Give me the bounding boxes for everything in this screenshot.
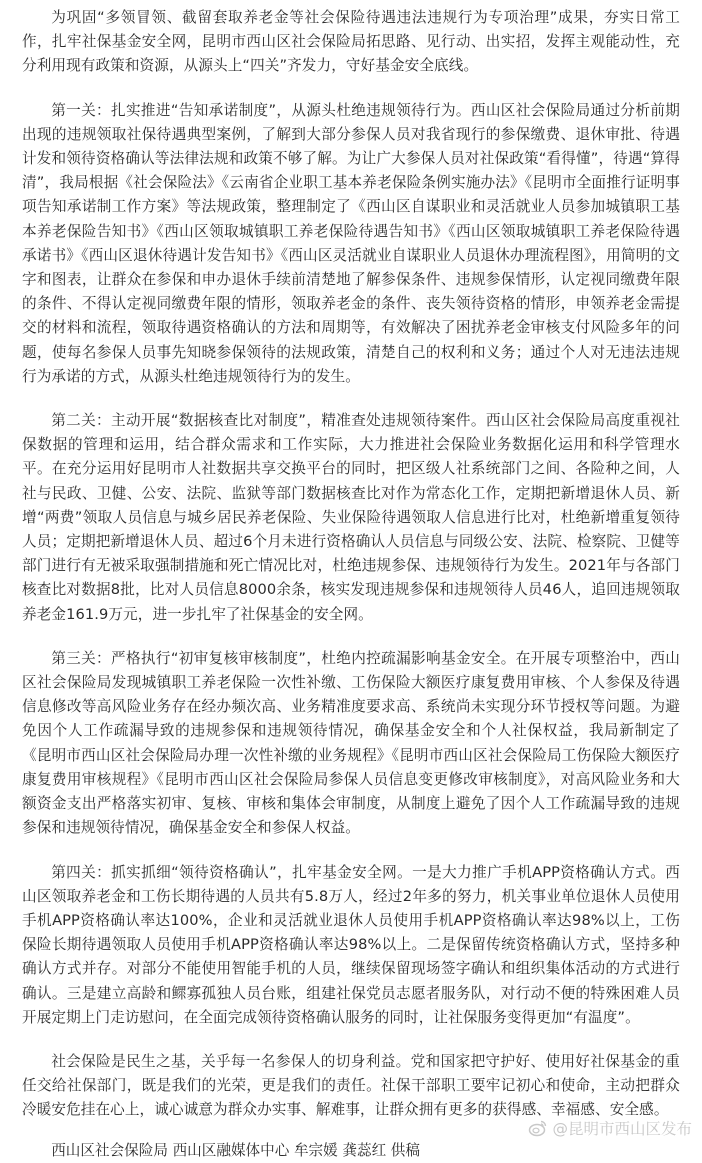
article-paragraph-intro: 为巩固“多领冒领、截留套取养老金等社会保险待遇违法违规行为专项治理”成果，夯实日常工作，扎牢社保基金安全网，昆明市西山区社会保险局拓思路、见行动、出实招，发挥主观能动性，充分利用现有政策和资源，从源头上“四关”齐发力，守好基金安全底线。 bbox=[22, 9, 680, 75]
article-paragraph-third-pass: 第三关：严格执行“初审复核审核制度”，杜绝内控疏漏影响基金安全。在开展专项整治中，西山区社会保险局发现城镇职工养老保险一次性补缴、工伤保险大额医疗康复费用审核、个人参保及待遇信息修改等高风险业务存在经办频次高、业务精准度要求高、系统尚未实现分环节授权等问题。为避免因个人工作疏漏导致的违规参保和违规领待情况，确保基金安全和个人社保权益，我局新制定了《昆明市西山区社会保险局办理一次性补缴的业务规程》《昆明市西山区社会保险局工伤保险大额医疗康复费用审核规程》《昆明市西山区社会保险局参保人员信息变更修改审核制度》，对高风险业务和大额资金支出严格落实初审、复核、审核和集体会审制度，从制度上避免了因个人工作疏漏导致的违规参保和违规领待情况，确保基金安全和参保人权益。 bbox=[22, 649, 680, 837]
article-paragraph-second-pass: 第二关：主动开展“数据核查比对制度”，精准查处违规领待案件。西山区社会保险局高度重视社保数据的管理和运用，结合群众需求和工作实际，大力推进社会保险业务数据化运用和科学管理水平。在充分运用好昆明市人社数据共享交换平台的同时，把区级人社系统部门之间、各险种之间，人社与民政、卫健、公安、法院、监狱等部门数据核查比对作为常态化工作，定期把新增退休人员、新增“两费”领取人员信息与城乡居民养老保险、失业保险待遇领取人信息进行比对，杜绝新增重复领待人员；定期把新增退休人员、超过6个月未进行资格确认人员信息与同级公安、法院、检察院、卫健等部门进行有无被采取强制措施和死亡情况比对，杜绝违规参保、违规领待行为发生。2021年与各部门核查比对数据8批，比对人员信息8000余条，核实发现违规参保和违规领待人员46人，追回违规领取养老金161.9万元，进一步扎牢了社保基金的安全网。 bbox=[22, 412, 680, 623]
watermark-text: @昆明市西山区发布 bbox=[552, 1120, 692, 1138]
watermark bbox=[528, 1117, 692, 1139]
article-paragraph-conclusion: 社会保险是民生之基，关乎每一名参保人的切身利益。党和国家把守护好、使用好社保基金的重任交给社保部门，既是我们的光荣，更是我们的责任。社保干部职工要牢记初心和使命，主动把群众冷暖安危挂在心上，诚心诚意为群众办实事、解难事，让群众拥有更多的获得感、幸福感、安全感。 bbox=[22, 1052, 680, 1119]
weibo-logo-icon bbox=[528, 1118, 548, 1138]
article-credit: 西山区社会保险局 西山区融媒体中心 牟宗媛 龚蕊红 供稿 bbox=[51, 1141, 420, 1159]
article-paragraph-fourth-pass: 第四关：抓实抓细“领待资格确认”，扎牢基金安全网。一是大力推广手机APP资格确认方式。西山区领取养老金和工伤长期待遇的人员共有5.8万人，经过2年多的努力，机关事业单位退休人员使用手机APP资格确认率达100%，企业和灵活就业退休人员使用手机APP资格确认率达98%以上，工伤保险长期待遇领取人员使用手机APP资格确认率达98%以上。二是保留传统资格确认方式，坚持多种确认方式并存。对部分不能使用智能手机的人员，继续保留现场签字确认和组织集体活动的方式进行确认。三是建立高龄和鳏寡孤独人员台账，组建社保党员志愿者服务队，对行动不便的特殊困难人员开展定期上门走访慰问，在全面完成领待资格确认服务的同时，让社保服务变得更加“有温度”。 bbox=[22, 863, 680, 1026]
article-paragraph-first-pass: 第一关：扎实推进“告知承诺制度”，从源头杜绝违规领待行为。西山区社会保险局通过分析前期出现的违规领取社保待遇典型案例，了解到大部分参保人员对我省现行的参保缴费、退休审批、待遇计发和领待资格确认等法律法规和政策不够了解。为让广大参保人员对社保政策“看得懂”，待遇“算得清”，我局根据《社会保险法》《云南省企业职工基本养老保险条例实施办法》《昆明市全面推行证明事项告知承诺制工作方案》等法规政策，整理制定了《西山区自谋职业和灵活就业人员参加城镇职工基本养老保险告知书》《西山区领取城镇职工养老保险待遇告知书》《西山区领取城镇职工养老保险待遇承诺书》《西山区退休待遇计发告知书》《西山区灵活就业自谋职业人员退休办理流程图》，用简明的文字和图表，让群众在参保和申办退休手续前清楚地了解参保条件、违规参保情形，认定视同缴费年限的条件、不得认定视同缴费年限的情形，领取养老金的条件、丧失领待资格的情形，申领养老金需提交的材料和流程，领取待遇资格确认的方法和周期等，有效解决了困扰养老金审核支付风险多年的问题，使每名参保人员事先知晓参保领待的法规政策，清楚自己的权利和义务；通过个人对无违法违规行为承诺的方式，从源头杜绝违规领待行为的发生。 bbox=[22, 101, 680, 385]
